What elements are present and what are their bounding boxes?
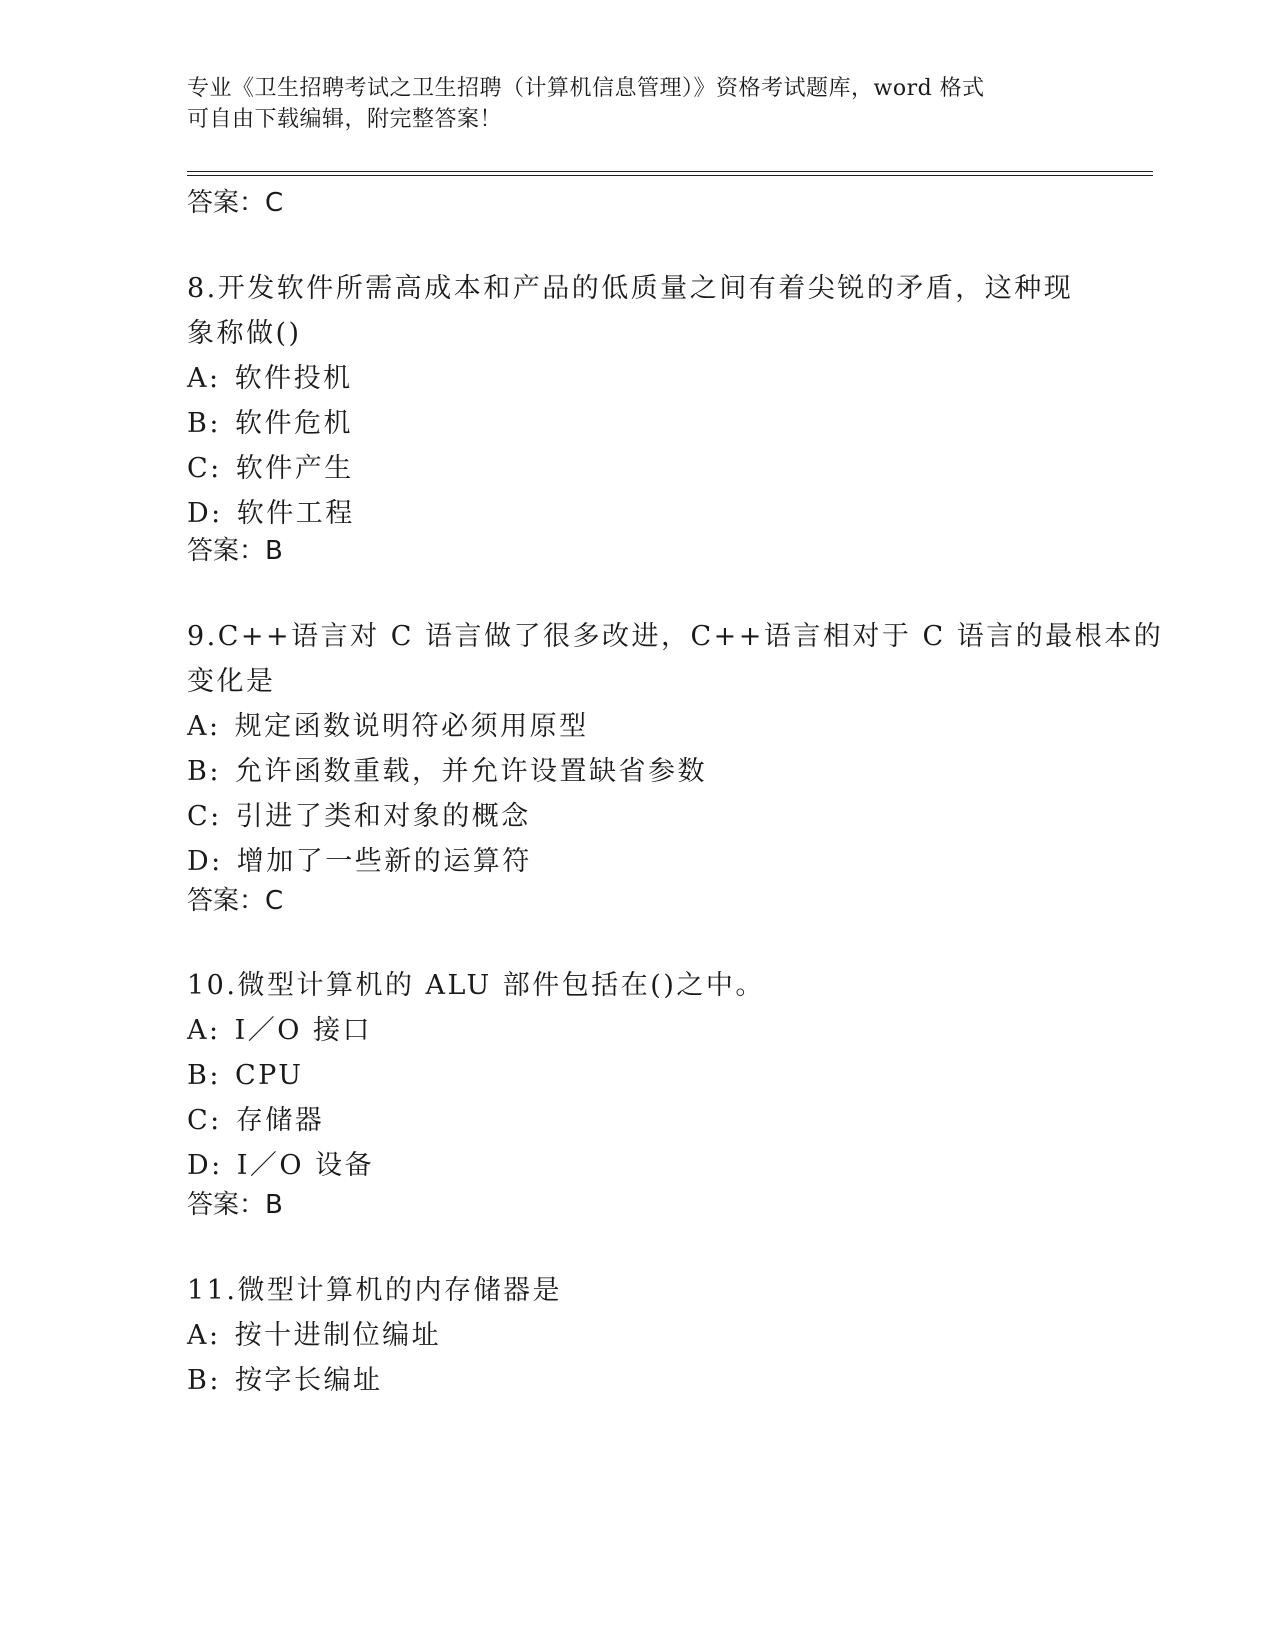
option-key: C:	[187, 801, 222, 832]
option-text: 软件投机	[234, 363, 353, 394]
option-text: 按字长编址	[234, 1365, 383, 1396]
option-key: D:	[187, 1150, 223, 1181]
option-a	[187, 1008, 1087, 1053]
header-line-1: 专业《卫生招聘考试之卫生招聘（计算机信息管理）》资格考试题库，word 格式	[187, 76, 985, 101]
option-b	[187, 401, 1087, 446]
option-a	[187, 1313, 1087, 1358]
question-text-line: 象称做()	[187, 318, 302, 349]
option-text: CPU	[234, 1060, 304, 1091]
option-key: D:	[187, 498, 223, 529]
option-key: A:	[187, 1320, 221, 1351]
option-text: 软件工程	[236, 498, 355, 529]
option-a	[187, 356, 1087, 401]
question-10	[187, 963, 1087, 1188]
question-11	[187, 1268, 1087, 1403]
option-a	[187, 704, 1087, 749]
option-text: 软件危机	[234, 408, 353, 439]
question-text-line: 9.C++语言对 C 语言做了很多改进，C++语言相对于 C 语言的最根本的	[187, 621, 1164, 652]
option-key: B:	[187, 408, 221, 439]
option-text: 规定函数说明符必须用原型	[234, 711, 589, 742]
option-b	[187, 749, 1087, 794]
option-b	[187, 1358, 1087, 1403]
question-8	[187, 266, 1087, 536]
option-text: 引进了类和对象的概念	[235, 801, 531, 832]
option-key: C:	[187, 1105, 222, 1136]
question-text-line: 变化是	[187, 666, 276, 697]
option-d	[187, 839, 1087, 884]
option-key: B:	[187, 756, 221, 787]
question-text-line: 11.微型计算机的内存储器是	[187, 1275, 562, 1306]
answer-line: 答案：B	[187, 1190, 283, 1220]
option-key: A:	[187, 1015, 221, 1046]
header-rule-bottom	[187, 175, 1153, 176]
option-text: 软件产生	[235, 453, 354, 484]
option-text: I／O 接口	[234, 1015, 372, 1046]
question-text-line: 8.开发软件所需高成本和产品的低质量之间有着尖锐的矛盾，这种现	[187, 273, 1074, 304]
option-text: I／O 设备	[236, 1150, 375, 1181]
header-rule-top	[187, 171, 1153, 172]
option-key: D:	[187, 846, 223, 877]
option-b	[187, 1053, 1087, 1098]
answer-line: 答案：C	[187, 886, 284, 916]
header-line-2: 可自由下载编辑，附完整答案！	[187, 107, 503, 132]
question-text-line: 10.微型计算机的 ALU 部件包括在()之中。	[187, 970, 765, 1001]
answer-line: 答案：C	[187, 188, 284, 218]
option-text: 允许函数重载，并允许设置缺省参数	[234, 756, 707, 787]
option-key: B:	[187, 1060, 221, 1091]
option-text: 存储器	[235, 1105, 325, 1136]
option-key: B:	[187, 1365, 221, 1396]
question-9	[187, 614, 1164, 884]
option-text: 按十进制位编址	[234, 1320, 442, 1351]
option-key: A:	[187, 363, 221, 394]
option-d	[187, 491, 1087, 536]
option-c	[187, 794, 1087, 839]
option-key: C:	[187, 453, 222, 484]
option-c	[187, 446, 1087, 491]
option-d	[187, 1143, 1087, 1188]
answer-line: 答案：B	[187, 536, 283, 566]
option-text: 增加了一些新的运算符	[236, 846, 532, 877]
option-key: A:	[187, 711, 221, 742]
option-c	[187, 1098, 1087, 1143]
